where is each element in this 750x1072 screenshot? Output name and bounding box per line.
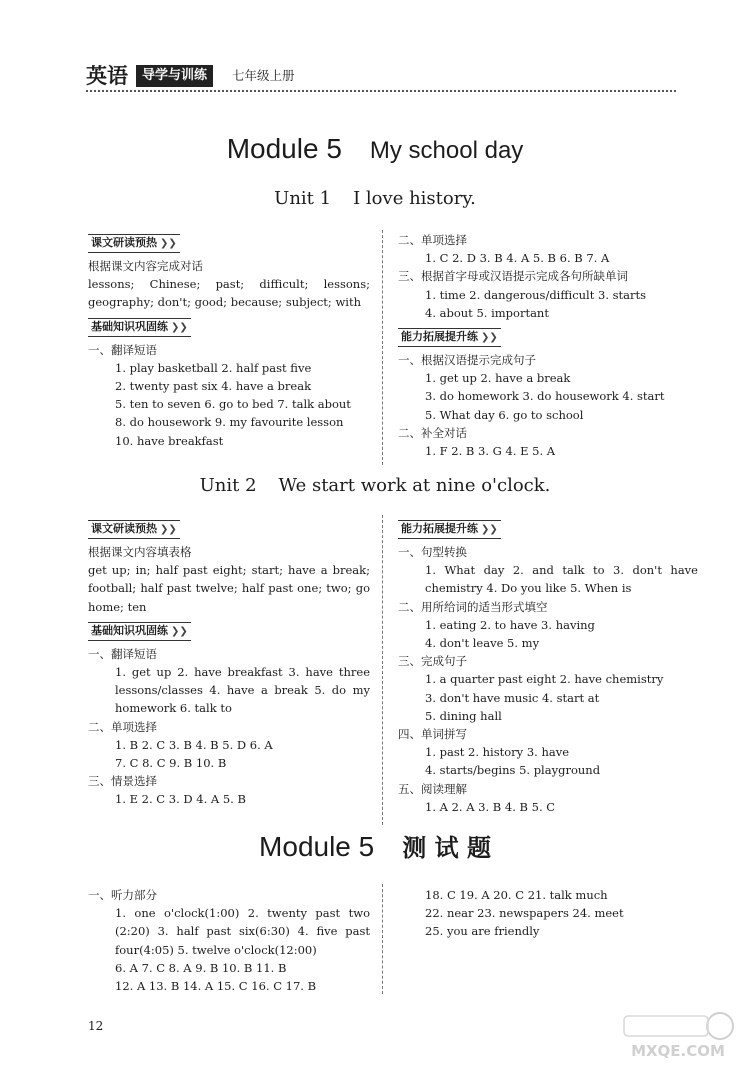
test-heading: 测 试 题 (402, 833, 491, 862)
answer-line: 1. a quarter past eight 2. have chemistry (425, 672, 664, 687)
task-text: 根据课文内容填表格 (88, 545, 192, 559)
answer-line: 8. do housework 9. my favourite lesson (115, 415, 344, 430)
module-title (0, 132, 750, 168)
part-title: 三、完成句子 (398, 654, 467, 669)
section-label: 课文研读预热 ❯❯ (88, 520, 180, 539)
part-title: 一、翻译短语 (88, 342, 157, 357)
test-module: Module 5 (259, 831, 375, 862)
header-grade: 七年级上册 (232, 68, 295, 83)
column-divider (382, 884, 383, 994)
part-title: 一、句型转换 (398, 545, 467, 559)
section-label: 基础知识巩固练 ❯❯ (88, 622, 191, 641)
module-number: Module 5 (226, 133, 342, 164)
answer-line: 1. eating 2. to have 3. having (425, 617, 595, 632)
part-title: 一、根据汉语提示完成句子 (398, 353, 536, 368)
column-divider (382, 515, 383, 825)
answer-line: 25. you are friendly (425, 924, 540, 939)
answer-line: 1. B 2. C 3. B 4. B 5. D 6. A (115, 737, 273, 752)
part-title: 二、用所给词的适当形式填空 (398, 599, 548, 614)
answer-line: 1. get up 2. have a break (425, 371, 571, 386)
module-topic: My school day (369, 137, 524, 164)
part-title: 一、听力部分 (88, 888, 157, 902)
header-rule (86, 90, 676, 92)
answer-line: 1. past 2. history 3. have (425, 745, 570, 760)
answer-line: 18. C 19. A 20. C 21. talk much (425, 888, 608, 902)
answer-text: lessons; Chinese; past; difficult; lessons; geography; don't; good; because; subject; with (88, 277, 370, 310)
answer-line: 5. dining hall (425, 708, 502, 723)
unit2-left-column (88, 518, 370, 809)
part-title: 二、单项选择 (398, 233, 467, 247)
answer-line: 12. A 13. B 14. A 15. C 16. C 17. B (115, 979, 317, 994)
part-title: 二、补全对话 (398, 425, 467, 440)
answer-line: 10. have breakfast (115, 433, 224, 448)
unit1-title (0, 187, 750, 211)
part-title: 三、根据首字母或汉语提示完成各句所缺单词 (398, 269, 628, 284)
answer-line: 5. What day 6. go to school (425, 407, 584, 422)
watermark-text: MXQE.COM (631, 1042, 725, 1060)
section-label: 基础知识巩固练 ❯❯ (88, 318, 191, 337)
answer-line: 4. don't leave 5. my (425, 636, 540, 651)
part-title: 五、阅读理解 (398, 781, 467, 796)
answer-line: 7. C 8. C 9. B 10. B (115, 756, 227, 771)
answer-line: 1. C 2. D 3. B 4. A 5. B 6. B 7. A (425, 251, 610, 266)
page-number: 12 (88, 1019, 104, 1033)
answer-text: 1. What day 2. and talk to 3. don't have chemistry 4. Do you like 5. When is (425, 563, 698, 596)
unit2-right-column (398, 518, 698, 816)
answer-line: 1. time 2. dangerous/difficult 3. starts (425, 287, 647, 302)
part-title: 三、情景选择 (88, 774, 157, 789)
answer-line: 3. do homework 3. do housework 4. start (425, 389, 665, 404)
answer-line: 22. near 23. newspapers 24. meet (425, 906, 624, 921)
answer-line: 2. twenty past six 4. have a break (115, 379, 312, 394)
part-title: 四、单词拼写 (398, 727, 467, 742)
section-label: 能力拓展提升练 ❯❯ (398, 520, 501, 539)
section-label: 课文研读预热 ❯❯ (88, 234, 180, 253)
page-header (86, 63, 666, 89)
unit2-title (0, 474, 750, 498)
unit1-text: I love history. (353, 188, 476, 209)
part-title: 二、单项选择 (88, 719, 157, 734)
unit2-text: We start work at nine o'clock. (278, 475, 551, 496)
unit1-right-column (398, 231, 698, 460)
column-divider (382, 230, 383, 465)
answer-line: 4. starts/begins 5. playground (425, 763, 601, 778)
answer-line: 1. F 2. B 3. G 4. E 5. A (425, 444, 556, 459)
answer-line: 1. E 2. C 3. D 4. A 5. B (115, 792, 246, 807)
section-label: 能力拓展提升练 ❯❯ (398, 328, 501, 347)
part-title: 一、翻译短语 (88, 646, 157, 661)
answer-line: 6. A 7. C 8. A 9. B 10. B 11. B (115, 960, 287, 975)
header-subject: 英语 (86, 63, 128, 88)
test-right-column (425, 886, 695, 941)
answer-text: 1. get up 2. have breakfast 3. have three lessons/classes 4. have a break 5. do my homework 6. talk to (115, 665, 370, 716)
answer-line: 3. don't have music 4. start at (425, 690, 600, 705)
unit1-number: Unit 1 (274, 188, 332, 209)
test-left-column (88, 886, 370, 995)
unit2-number: Unit 2 (199, 475, 257, 496)
answer-line: 5. ten to seven 6. go to bed 7. talk about (115, 397, 351, 412)
answer-line: 1. A 2. A 3. B 4. B 5. C (425, 799, 556, 814)
watermark-logo (618, 1010, 738, 1060)
unit1-left-column (88, 232, 370, 450)
answer-text: get up; in; half past eight; start; have a break; football; half past twelve; half past one; two; go home; ten (88, 563, 370, 614)
answer-text: 1. one o'clock(1:00) 2. twenty past two (2:20) 3. half past six(6:30) 4. five past four(4:05) 5. twelve o'clock(12:00) (115, 906, 370, 957)
answer-line: 4. about 5. important (425, 305, 549, 320)
test-title (0, 830, 750, 865)
answer-line: 1. play basketball 2. half past five (115, 360, 312, 375)
task-text: 根据课文内容完成对话 (88, 259, 203, 273)
header-series: 导学与训练 (136, 65, 213, 87)
